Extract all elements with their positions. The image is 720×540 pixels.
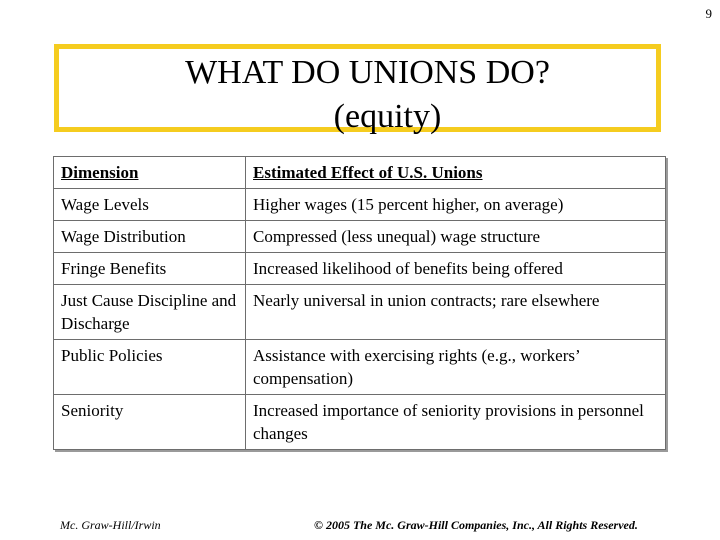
table-row — [54, 285, 666, 340]
copyright-footer: © 2005 The Mc. Graw-Hill Companies, Inc., All Rights Reserved. — [314, 518, 638, 532]
table-row — [54, 395, 666, 450]
effect-cell: Nearly universal in union contracts; rare elsewhere — [246, 285, 666, 340]
header-estimated-effect: Estimated Effect of U.S. Unions — [246, 157, 666, 189]
header-dimension: Dimension — [54, 157, 246, 189]
slide-subtitle: (equity) — [333, 98, 442, 135]
dimension-cell: Seniority — [54, 395, 246, 450]
effect-cell: Compressed (less unequal) wage structure — [246, 221, 666, 253]
page-number: 9 — [705, 6, 712, 21]
dimension-cell: Public Policies — [54, 340, 246, 395]
dimension-cell: Just Cause Discipline and Discharge — [54, 285, 246, 340]
dimension-cell: Fringe Benefits — [54, 253, 246, 285]
slide-title: WHAT DO UNIONS DO? — [185, 54, 550, 91]
table-row — [54, 253, 666, 285]
table-header-row — [54, 157, 666, 189]
table-row — [54, 340, 666, 395]
union-effects-table — [53, 156, 666, 450]
effect-cell: Higher wages (15 percent higher, on average) — [246, 189, 666, 221]
dimension-cell: Wage Levels — [54, 189, 246, 221]
table-row — [54, 221, 666, 253]
dimension-cell: Wage Distribution — [54, 221, 246, 253]
title-box — [54, 44, 661, 135]
table-row — [54, 189, 666, 221]
effect-cell: Increased likelihood of benefits being offered — [246, 253, 666, 285]
publisher-footer: Mc. Graw-Hill/Irwin — [60, 518, 161, 532]
effect-cell: Assistance with exercising rights (e.g., workers’ compensation) — [246, 340, 666, 395]
effect-cell: Increased importance of seniority provisions in personnel changes — [246, 395, 666, 450]
